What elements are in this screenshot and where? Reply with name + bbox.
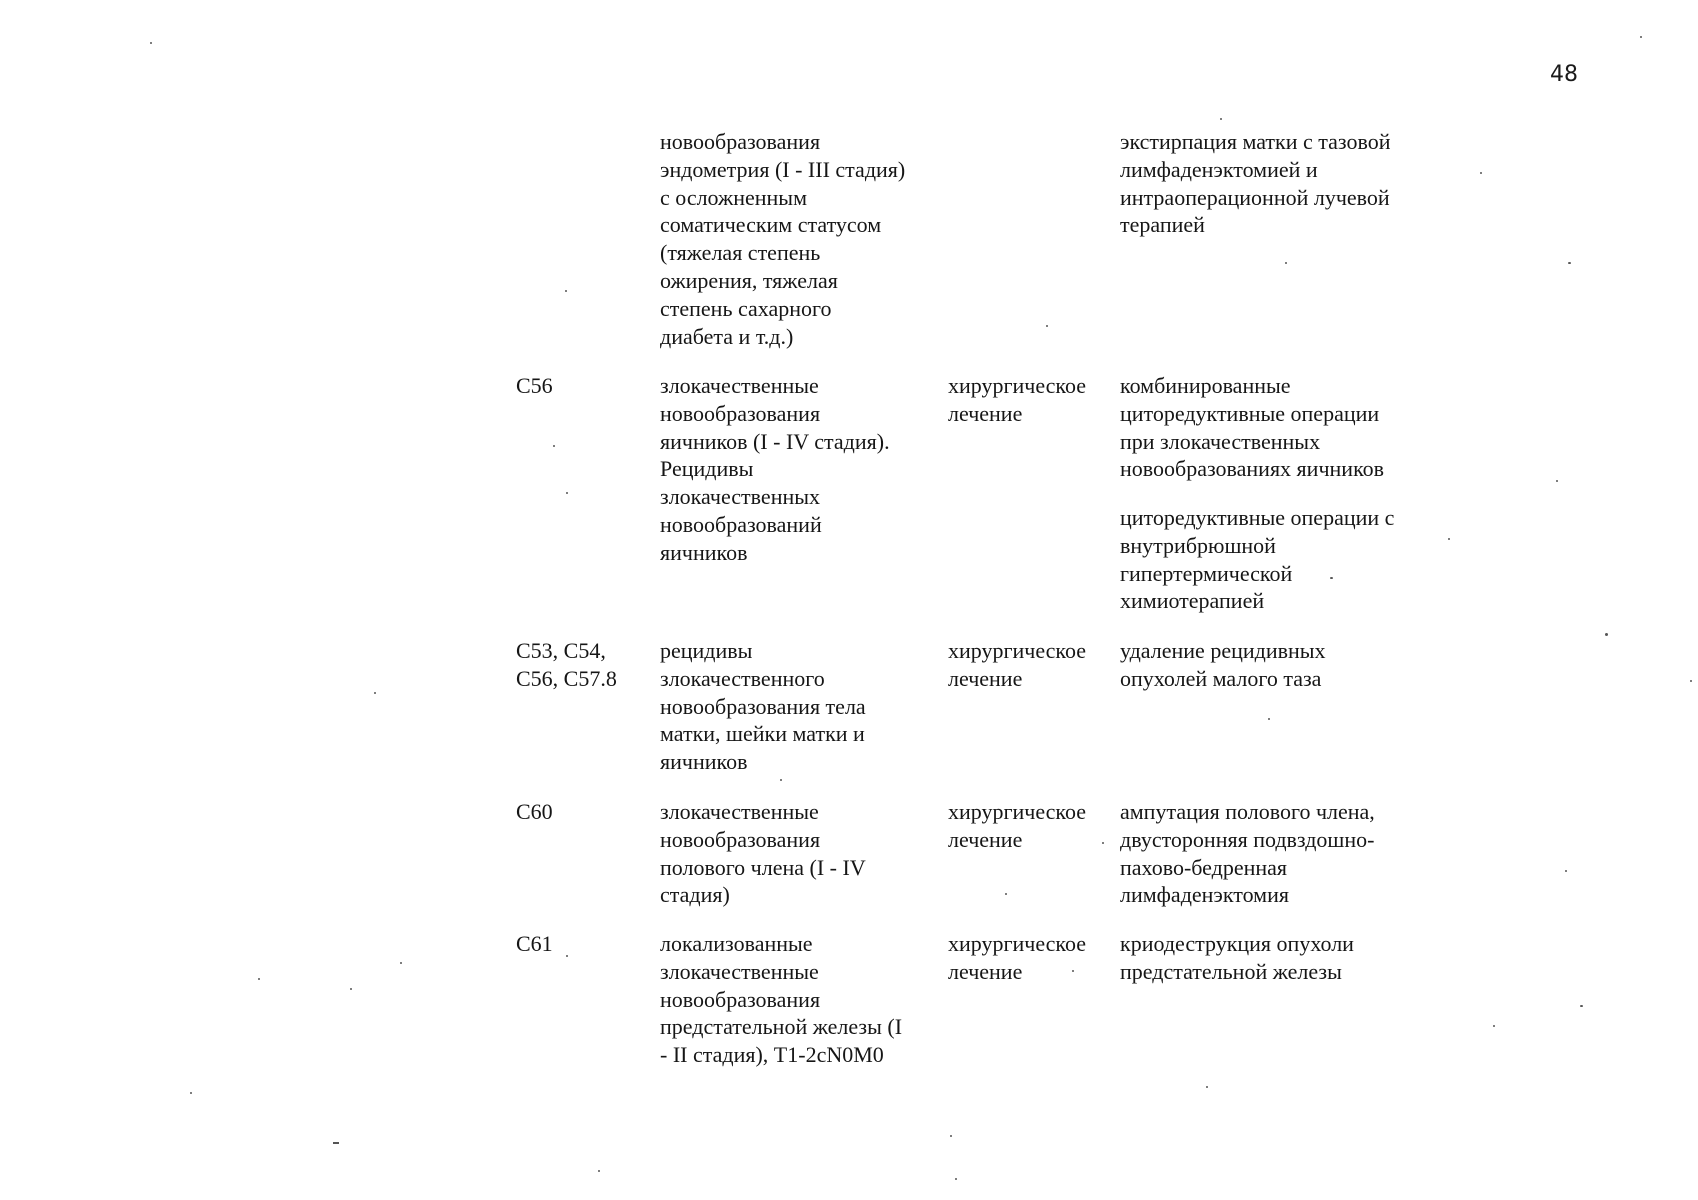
row-4-code: C60 xyxy=(516,799,553,824)
row-4-treatment: хирургическое лечение xyxy=(948,799,1087,852)
row-1-method-1: экстирпация матки с тазовой лимфаденэктомией и интраоперационной лучевой терапией xyxy=(1120,129,1391,238)
row-2-code: C56 xyxy=(516,373,553,398)
page-number: 48 xyxy=(1550,62,1578,87)
row-5-diagnosis: локализованные злокачественные новообразования предстательной железы (I - II стадия), T1-2cN0M0 xyxy=(660,931,903,1068)
row-3-treatment: хирургическое лечение xyxy=(948,638,1087,691)
row-2-method-1: комбинированные циторедуктивные операции при злокачественных новообразованиях яичников xyxy=(1120,373,1385,482)
row-2-diagnosis: злокачественные новообразования яичников (I - IV стадия). Рецидивы злокачественных новообразований яичников xyxy=(660,373,890,565)
row-5-method-1: криодеструкция опухоли предстательной железы xyxy=(1120,931,1354,984)
row-2-treatment: хирургическое лечение xyxy=(948,373,1087,426)
row-3-method-1: удаление рецидивных опухолей малого таза xyxy=(1120,638,1326,691)
row-2-method-2: циторедуктивные операции с внутрибрюшной гипертермической химиотерапией xyxy=(1120,505,1395,614)
row-5-code: C61 xyxy=(516,931,553,956)
row-3-diagnosis: рецидивы злокачественного новообразования тела матки, шейки матки и яичников xyxy=(660,638,866,775)
row-3-code: C53, C54, C56, C57.8 xyxy=(516,638,617,691)
row-1-diagnosis: новообразования эндометрия (I - III стадия) с осложненным соматическим статусом (тяжелая степень ожирения, тяжелая степень сахарного диабета и т.д.) xyxy=(660,129,906,349)
row-4-diagnosis: злокачественные новообразования полового члена (I - IV стадия) xyxy=(660,799,866,908)
row-4-method-1: ампутация полового члена, двусторонняя подвздошно- пахово-бедренная лимфаденэктомия xyxy=(1120,799,1375,908)
row-5-treatment: хирургическое лечение xyxy=(948,931,1087,984)
